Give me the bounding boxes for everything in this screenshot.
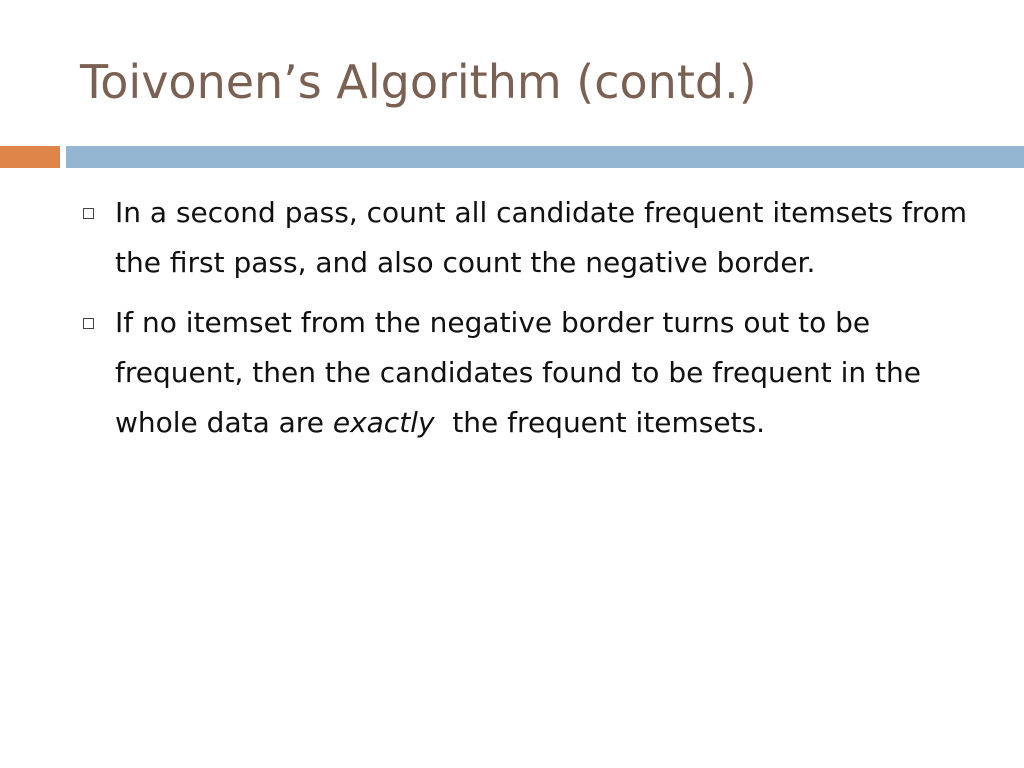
slide-title: Toivonen’s Algorithm (contd.) bbox=[80, 55, 757, 109]
emphasized-word: exactly bbox=[332, 406, 435, 439]
title-divider-bar bbox=[66, 146, 1024, 168]
bullet-text-part: the frequent itemsets. bbox=[434, 406, 766, 439]
bullet-list bbox=[78, 188, 978, 458]
bullet-item bbox=[78, 188, 978, 288]
title-accent-bar bbox=[0, 146, 60, 168]
bullet-text bbox=[115, 306, 921, 439]
bullet-item bbox=[78, 298, 978, 448]
bullet-text: In a second pass, count all candidate frequent itemsets from the first pass, and also count the negative border. bbox=[115, 196, 968, 279]
hollow-square-icon bbox=[83, 208, 94, 219]
hollow-square-icon bbox=[83, 318, 94, 329]
bullet-text-part: If no itemset from the negative border turns out to be frequent, then the candidates found to be frequent in the whole data are bbox=[115, 306, 921, 439]
